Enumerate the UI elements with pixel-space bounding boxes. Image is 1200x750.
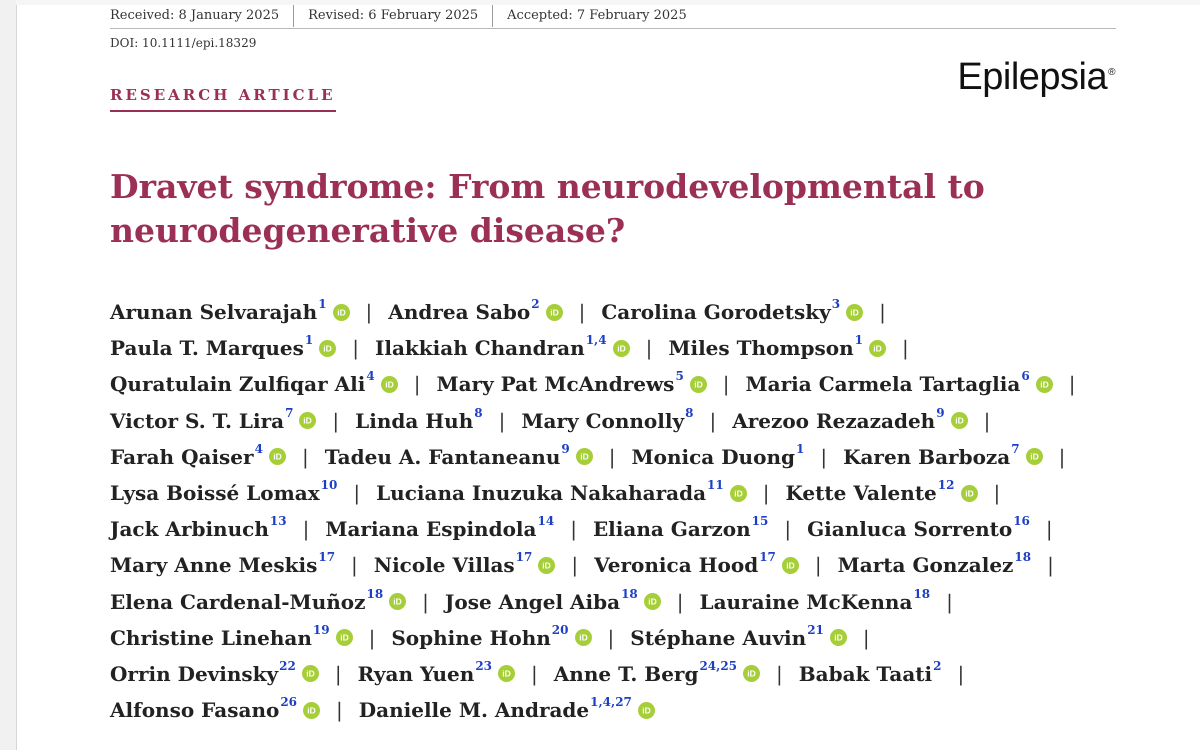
author-name: Monica Duong xyxy=(631,444,795,469)
affiliation-link[interactable]: 1 xyxy=(304,333,314,348)
title-line-2: neurodegenerative disease? xyxy=(110,211,626,250)
orcid-label: iD xyxy=(384,379,394,390)
author[interactable] xyxy=(325,514,555,542)
author-separator: | xyxy=(762,481,770,506)
affiliation-link[interactable]: 6 xyxy=(1021,369,1030,384)
author-line xyxy=(110,403,1110,439)
author[interactable] xyxy=(592,514,769,542)
orcid-label: iD xyxy=(307,705,316,716)
author-separator: | xyxy=(531,661,538,686)
orcid-label: iD xyxy=(954,415,964,426)
author-name: Maria Carmela Tartaglia xyxy=(745,372,1021,397)
affiliation-link[interactable]: 7 xyxy=(1011,441,1020,456)
author[interactable] xyxy=(110,658,319,686)
orcid-label: iD xyxy=(1039,379,1049,390)
author[interactable] xyxy=(373,550,556,578)
orcid-icon[interactable] xyxy=(644,593,661,610)
author-separator: | xyxy=(571,553,579,578)
author[interactable] xyxy=(357,658,515,686)
author-name: Danielle M. Andrade xyxy=(358,698,590,723)
author-name: Lauraine McKenna xyxy=(699,589,913,614)
affiliation-link[interactable]: 5 xyxy=(675,369,684,384)
journal-name: Epilepsia xyxy=(957,56,1108,98)
affiliation-link[interactable]: 20 xyxy=(551,622,569,637)
orcid-icon[interactable] xyxy=(498,665,515,682)
affiliation-link[interactable]: 10 xyxy=(320,478,338,493)
author[interactable] xyxy=(110,586,406,614)
author-name: Luciana Inuzuka Nakaharada xyxy=(376,481,707,506)
author-separator: | xyxy=(862,625,870,650)
author-name: Carolina Gorodetsky xyxy=(601,300,831,325)
affiliation-link[interactable]: 15 xyxy=(751,514,769,529)
author[interactable] xyxy=(110,333,336,361)
affiliation-link[interactable]: 4 xyxy=(254,441,263,456)
orcid-icon[interactable] xyxy=(638,702,655,719)
author[interactable] xyxy=(391,622,591,650)
affiliation-link[interactable]: 16 xyxy=(1013,514,1030,529)
orcid-label: iD xyxy=(303,415,313,426)
author[interactable] xyxy=(110,622,353,650)
orcid-label: iD xyxy=(502,669,511,680)
orcid-label: iD xyxy=(648,596,657,607)
author-separator: | xyxy=(608,444,616,469)
affiliation-link[interactable]: 17 xyxy=(759,550,776,565)
author-name: Andrea Sabo xyxy=(388,300,531,325)
affiliation-link[interactable]: 18 xyxy=(621,586,638,601)
affiliation-link[interactable]: 1 xyxy=(854,333,864,348)
author-name: Lysa Boissé Lomax xyxy=(110,481,320,506)
author-name: Nicole Villas xyxy=(373,553,515,578)
affiliation-link[interactable]: 9 xyxy=(936,405,945,420)
affiliation-link[interactable]: 2 xyxy=(933,658,942,673)
affiliation-link[interactable]: 21 xyxy=(807,622,824,637)
author[interactable] xyxy=(521,405,694,433)
author[interactable] xyxy=(553,658,760,686)
author-separator: | xyxy=(1058,444,1066,469)
orcid-icon[interactable] xyxy=(830,629,847,646)
author-separator: | xyxy=(607,625,615,650)
author-separator: | xyxy=(983,408,991,433)
affiliation-link[interactable]: 23 xyxy=(475,658,493,673)
author-name: Mariana Espindola xyxy=(325,517,537,542)
orcid-label: iD xyxy=(1029,452,1039,463)
author-name: Arunan Selvarajah xyxy=(110,300,318,325)
author[interactable] xyxy=(110,514,287,542)
author-name: Farah Qaiser xyxy=(110,444,254,469)
author-name: Gianluca Sorrento xyxy=(807,517,1013,542)
author-name: Orrin Devinsky xyxy=(110,661,279,686)
affiliation-link[interactable]: 14 xyxy=(537,514,555,529)
orcid-label: iD xyxy=(542,560,552,571)
author-line xyxy=(110,692,1110,728)
author[interactable] xyxy=(745,369,1053,397)
affiliation-link[interactable]: 2 xyxy=(531,297,540,312)
affiliation-link[interactable]: 18 xyxy=(913,586,931,601)
orcid-label: iD xyxy=(336,307,346,318)
affiliation-link[interactable]: 18 xyxy=(1014,550,1032,565)
author[interactable] xyxy=(110,405,316,433)
author-separator: | xyxy=(776,661,783,686)
author[interactable] xyxy=(668,333,886,361)
author-separator: | xyxy=(353,481,361,506)
orcid-icon[interactable] xyxy=(846,304,863,321)
author-name: Alfonso Fasano xyxy=(110,698,280,723)
author-name: Quratulain Zulfiqar Ali xyxy=(110,372,366,397)
author-name: Elena Cardenal-Muñoz xyxy=(110,589,366,614)
author-separator: | xyxy=(645,336,653,361)
author[interactable] xyxy=(110,550,336,578)
affiliation-link[interactable]: 1,4,27 xyxy=(590,695,632,710)
journal-logo[interactable] xyxy=(957,56,1115,99)
affiliation-link[interactable]: 18 xyxy=(366,586,384,601)
author[interactable] xyxy=(732,405,967,433)
orcid-icon[interactable] xyxy=(381,376,398,393)
author[interactable] xyxy=(785,478,977,506)
author-name: Karen Barboza xyxy=(843,444,1011,469)
orcid-icon[interactable] xyxy=(576,448,593,465)
author-name: Christine Linehan xyxy=(110,625,312,650)
author-separator: | xyxy=(820,444,828,469)
author-name: Eliana Garzon xyxy=(592,517,751,542)
orcid-icon[interactable] xyxy=(389,593,406,610)
author-name: Stéphane Auvin xyxy=(630,625,807,650)
author-name: Miles Thompson xyxy=(668,336,854,361)
author[interactable] xyxy=(843,441,1043,469)
orcid-icon[interactable] xyxy=(302,665,319,682)
author-line xyxy=(110,656,1110,692)
author-separator: | xyxy=(413,372,421,397)
author[interactable] xyxy=(110,297,350,325)
author-name: Ryan Yuen xyxy=(357,661,475,686)
author[interactable] xyxy=(110,369,398,397)
orcid-icon[interactable] xyxy=(613,340,630,357)
author[interactable] xyxy=(324,441,593,469)
author-separator: | xyxy=(784,517,792,542)
author-separator: | xyxy=(570,517,577,542)
article-dates xyxy=(110,5,701,27)
author[interactable] xyxy=(601,297,863,325)
article-type-label: RESEARCH ARTICLE xyxy=(110,86,336,112)
author[interactable] xyxy=(631,441,805,469)
orcid-label: iD xyxy=(850,307,859,318)
author[interactable] xyxy=(807,514,1030,542)
orcid-icon[interactable] xyxy=(319,340,336,357)
author-line xyxy=(110,475,1110,511)
author-separator: | xyxy=(352,336,360,361)
orcid-icon[interactable] xyxy=(538,557,555,574)
orcid-label: iD xyxy=(964,488,974,499)
orcid-label: iD xyxy=(873,343,882,354)
orcid-icon[interactable] xyxy=(869,340,886,357)
header-divider xyxy=(110,28,1116,29)
title-line-1: Dravet syndrome: From neurodevelopmental to xyxy=(110,167,985,206)
author-separator: | xyxy=(422,589,429,614)
orcid-label: iD xyxy=(306,669,315,680)
author-name: Kette Valente xyxy=(785,481,937,506)
author-name: Veronica Hood xyxy=(594,553,759,578)
author-separator: | xyxy=(1045,517,1053,542)
affiliation-link[interactable]: 13 xyxy=(269,514,287,529)
author-separator: | xyxy=(301,444,309,469)
author-name: Ilakkiah Chandran xyxy=(375,336,585,361)
page-left-margin xyxy=(0,0,17,750)
author-line xyxy=(110,366,1110,402)
author-name: Marta Gonzalez xyxy=(837,553,1014,578)
author-separator: | xyxy=(722,372,730,397)
author-name: Jack Arbinuch xyxy=(110,517,269,542)
author-name: Paula T. Marques xyxy=(110,336,304,361)
accepted-date: Accepted: 7 February 2025 xyxy=(492,5,701,27)
affiliation-link[interactable]: 26 xyxy=(280,695,298,710)
author-separator: | xyxy=(498,408,506,433)
author[interactable] xyxy=(699,586,931,614)
author-name: Mary Connolly xyxy=(521,408,685,433)
orcid-icon[interactable] xyxy=(743,665,760,682)
orcid-label: iD xyxy=(733,488,743,499)
orcid-label: iD xyxy=(642,705,651,716)
author-line xyxy=(110,439,1110,475)
orcid-icon[interactable] xyxy=(1036,376,1053,393)
author[interactable] xyxy=(594,550,799,578)
author-name: Victor S. T. Lira xyxy=(110,408,285,433)
affiliation-link[interactable]: 1 xyxy=(795,441,805,456)
author-separator: | xyxy=(957,661,965,686)
author-name: Mary Pat McAndrews xyxy=(436,372,675,397)
author[interactable] xyxy=(444,586,661,614)
author-separator: | xyxy=(578,300,586,325)
author-separator: | xyxy=(946,589,953,614)
author[interactable] xyxy=(355,405,483,433)
orcid-icon[interactable] xyxy=(269,448,286,465)
affiliation-link[interactable]: 11 xyxy=(707,478,724,493)
orcid-label: iD xyxy=(834,633,843,644)
affiliation-link[interactable]: 17 xyxy=(318,550,336,565)
author[interactable] xyxy=(837,550,1032,578)
author[interactable] xyxy=(358,695,655,723)
author-separator: | xyxy=(365,300,373,325)
author[interactable] xyxy=(388,297,562,325)
author-separator: | xyxy=(351,553,358,578)
author-name: Tadeu A. Fantaneanu xyxy=(324,444,561,469)
received-date: Received: 8 January 2025 xyxy=(110,8,280,23)
affiliation-link[interactable]: 9 xyxy=(561,441,570,456)
affiliation-link[interactable]: 24,25 xyxy=(699,658,738,673)
author-list xyxy=(110,294,1110,728)
author-name: Mary Anne Meskis xyxy=(110,553,318,578)
author-separator: | xyxy=(334,661,342,686)
orcid-label: iD xyxy=(580,452,589,463)
orcid-label: iD xyxy=(393,596,402,607)
orcid-label: iD xyxy=(273,452,282,463)
orcid-icon[interactable] xyxy=(690,376,707,393)
author-name: Sophine Hohn xyxy=(391,625,551,650)
orcid-icon[interactable] xyxy=(782,557,799,574)
author-separator: | xyxy=(902,336,909,361)
author-separator: | xyxy=(336,698,343,723)
orcid-label: iD xyxy=(578,633,588,644)
article-title xyxy=(110,165,1010,253)
affiliation-link[interactable]: 1,4 xyxy=(585,333,607,348)
author[interactable] xyxy=(798,658,942,686)
affiliation-link[interactable]: 7 xyxy=(285,405,294,420)
author-separator: | xyxy=(993,481,1001,506)
author-separator: | xyxy=(368,625,376,650)
doi-link[interactable]: DOI: 10.1111/epi.18329 xyxy=(110,36,257,50)
orcid-icon[interactable] xyxy=(951,412,968,429)
affiliation-link[interactable]: 3 xyxy=(831,297,841,312)
author-line xyxy=(110,547,1110,583)
affiliation-link[interactable]: 8 xyxy=(474,405,483,420)
affiliation-link[interactable]: 12 xyxy=(937,478,955,493)
orcid-icon[interactable] xyxy=(961,485,978,502)
orcid-icon[interactable] xyxy=(575,629,592,646)
author-line xyxy=(110,584,1110,620)
author-separator: | xyxy=(1047,553,1054,578)
orcid-icon[interactable] xyxy=(333,304,350,321)
orcid-icon[interactable] xyxy=(1026,448,1043,465)
affiliation-link[interactable]: 22 xyxy=(279,658,296,673)
orcid-label: iD xyxy=(549,307,559,318)
author-separator: | xyxy=(332,408,340,433)
orcid-label: iD xyxy=(323,343,333,354)
author-separator: | xyxy=(879,300,886,325)
author-name: Babak Taati xyxy=(798,661,933,686)
author-name: Anne T. Berg xyxy=(553,661,699,686)
author-separator: | xyxy=(709,408,717,433)
author-separator: | xyxy=(302,517,310,542)
orcid-icon[interactable] xyxy=(546,304,563,321)
affiliation-link[interactable]: 17 xyxy=(515,550,533,565)
affiliation-link[interactable]: 1 xyxy=(318,297,327,312)
author[interactable] xyxy=(375,333,630,361)
orcid-icon[interactable] xyxy=(303,702,320,719)
author-line xyxy=(110,511,1110,547)
orcid-label: iD xyxy=(747,669,756,680)
orcid-icon[interactable] xyxy=(336,629,353,646)
revised-date: Revised: 6 February 2025 xyxy=(293,5,492,27)
author[interactable] xyxy=(110,441,286,469)
orcid-icon[interactable] xyxy=(299,412,316,429)
author-line xyxy=(110,620,1110,656)
author-separator: | xyxy=(1068,372,1076,397)
orcid-label: iD xyxy=(694,379,703,390)
affiliation-link[interactable]: 4 xyxy=(366,369,375,384)
affiliation-link[interactable]: 8 xyxy=(685,405,694,420)
author-separator: | xyxy=(814,553,822,578)
orcid-label: iD xyxy=(339,633,349,644)
orcid-label: iD xyxy=(616,343,626,354)
orcid-label: iD xyxy=(786,560,795,571)
author-name: Linda Huh xyxy=(355,408,474,433)
registered-mark: ® xyxy=(1108,67,1115,79)
author[interactable] xyxy=(110,695,320,723)
author-name: Jose Angel Aiba xyxy=(444,589,621,614)
author-line xyxy=(110,294,1110,330)
author-line xyxy=(110,330,1110,366)
author-separator: | xyxy=(676,589,684,614)
author-name: Arezoo Rezazadeh xyxy=(732,408,936,433)
affiliation-link[interactable]: 19 xyxy=(312,622,330,637)
orcid-icon[interactable] xyxy=(730,485,747,502)
author[interactable] xyxy=(110,478,338,506)
author[interactable] xyxy=(376,478,747,506)
author[interactable] xyxy=(436,369,706,397)
author[interactable] xyxy=(630,622,847,650)
